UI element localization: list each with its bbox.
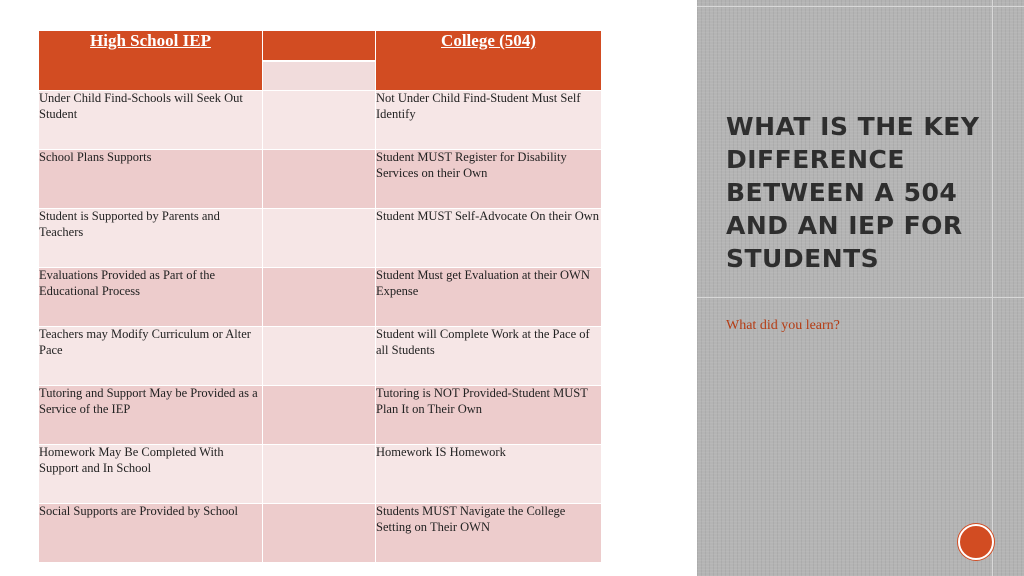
cell-high-school: Student is Supported by Parents and Teachers: [39, 209, 263, 268]
cell-college: Student MUST Register for Disability Services on their Own: [376, 150, 602, 209]
panel-grid-line: [992, 0, 993, 576]
cell-high-school: Teachers may Modify Curriculum or Alter Pace: [39, 327, 263, 386]
cell-high-school: Social Supports are Provided by School: [39, 504, 263, 563]
cell-college: Students MUST Navigate the College Setting on Their OWN: [376, 504, 602, 563]
cell-high-school: Homework May Be Completed With Support and In School: [39, 445, 263, 504]
cell-middle: [263, 504, 376, 563]
table-row: [39, 268, 602, 327]
table-row: [39, 150, 602, 209]
cell-college: Homework IS Homework: [376, 445, 602, 504]
table-row: [39, 386, 602, 445]
cell-middle: [263, 268, 376, 327]
cell-college: Student will Complete Work at the Pace of all Students: [376, 327, 602, 386]
table-row: [39, 327, 602, 386]
cell-college: Tutoring is NOT Provided-Student MUST Plan It on Their Own: [376, 386, 602, 445]
title-panel: [697, 0, 1024, 576]
cell-college: Student MUST Self-Advocate On their Own: [376, 209, 602, 268]
cell-middle: [263, 327, 376, 386]
header-high-school-iep: High School IEP: [39, 31, 263, 91]
cell-college: Student Must get Evaluation at their OWN Expense: [376, 268, 602, 327]
slide-title: WHAT IS THE KEY DIFFERENCE BETWEEN A 504 AND AN IEP FOR STUDENTS: [726, 112, 980, 273]
panel-grid-line: [697, 297, 1024, 298]
header-middle-blank: [263, 31, 376, 91]
table-row: [39, 504, 602, 563]
cell-middle: [263, 209, 376, 268]
header-college-504: College (504): [376, 31, 602, 91]
panel-grid-line: [697, 6, 1024, 7]
table-header-row: [39, 31, 602, 91]
slide-subtitle: What did you learn?: [726, 318, 840, 333]
comparison-table: [38, 30, 602, 563]
table-row: [39, 91, 602, 150]
header-middle-inset: [263, 60, 375, 90]
cell-high-school: Under Child Find-Schools will Seek Out Student: [39, 91, 263, 150]
slide-number-badge: [958, 524, 994, 560]
table-row: [39, 445, 602, 504]
cell-high-school: Evaluations Provided as Part of the Educational Process: [39, 268, 263, 327]
cell-high-school: School Plans Supports: [39, 150, 263, 209]
cell-middle: [263, 445, 376, 504]
table-row: [39, 209, 602, 268]
cell-middle: [263, 386, 376, 445]
cell-middle: [263, 91, 376, 150]
cell-high-school: Tutoring and Support May be Provided as a Service of the IEP: [39, 386, 263, 445]
cell-college: Not Under Child Find-Student Must Self Identify: [376, 91, 602, 150]
cell-middle: [263, 150, 376, 209]
